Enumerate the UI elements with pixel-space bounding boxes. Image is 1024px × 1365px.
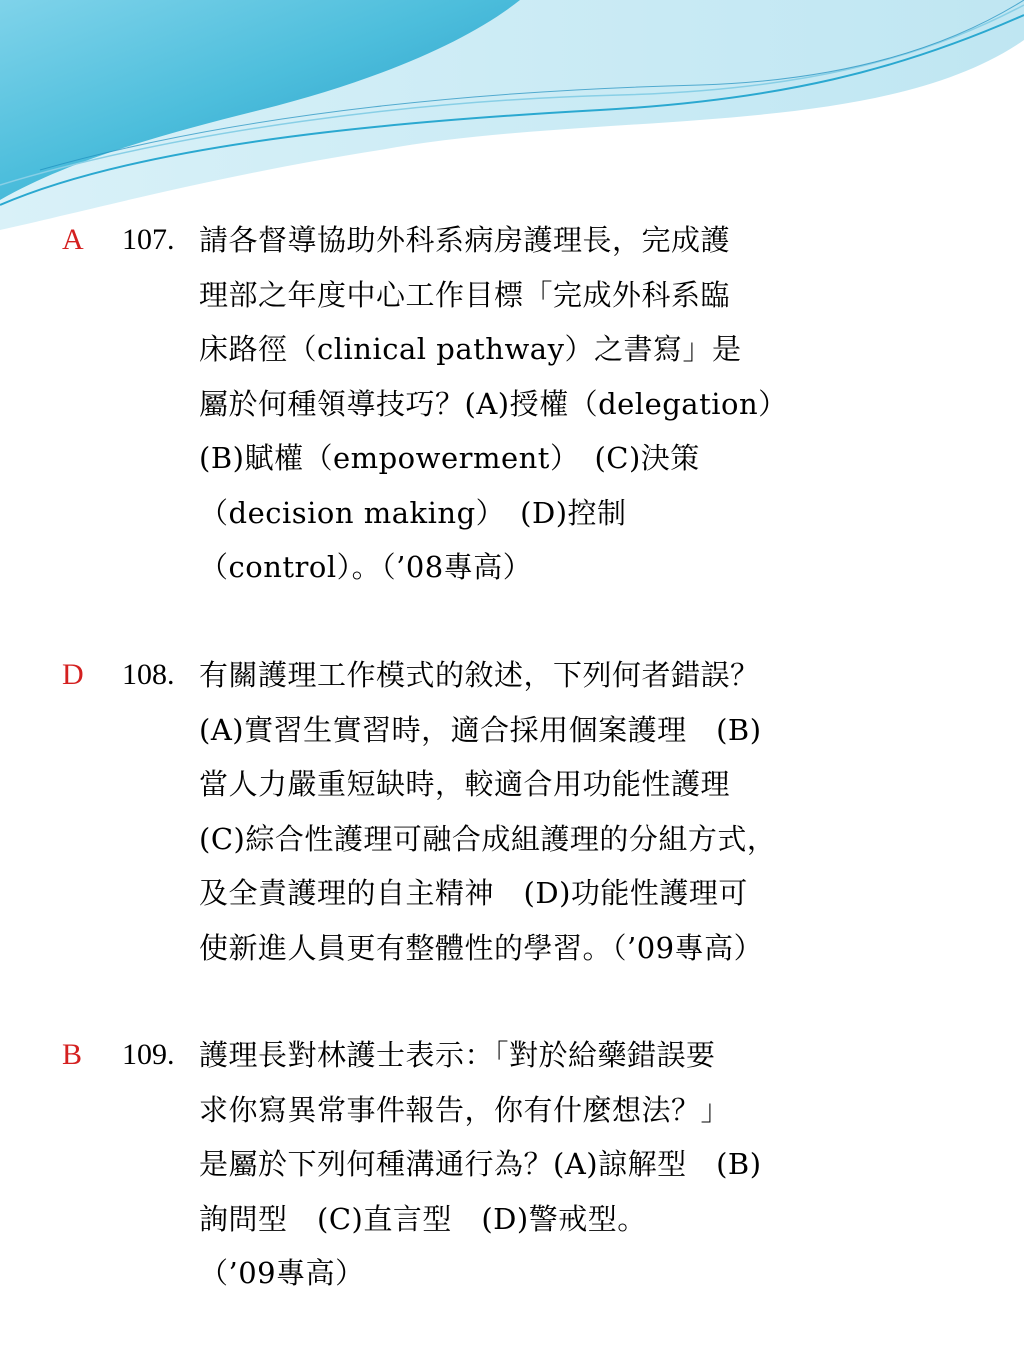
question-line: 詢問型 (C)直言型 (D)警戒型。 — [199, 1201, 647, 1236]
question-line: 理部之年度中心工作目標「完成外科系臨 — [199, 277, 731, 312]
question-number: 107. — [122, 223, 175, 256]
question-number: 108. — [122, 658, 175, 691]
question-line: 及全責護理的自主精神 (D)功能性護理可 — [199, 876, 748, 910]
question-text — [199, 213, 999, 595]
question-line: (A)實習生實習時，適合採用個案護理 (B) — [199, 712, 762, 747]
question-line: 求你寫異常事件報告，你有什麼想法？」 — [199, 1092, 731, 1127]
question-number: 109. — [122, 1038, 175, 1071]
question-line: (C)綜合性護理可融合成組護理的分組方式， — [199, 821, 777, 856]
question-line: 護理長對林護士表示：「對於給藥錯誤要 — [199, 1038, 716, 1072]
question-line: 當人力嚴重短缺時，較適合用功能性護理 — [199, 767, 731, 801]
question-line: 請各督導協助外科系病房護理長，完成護 — [199, 223, 731, 257]
answer-key: A — [62, 223, 84, 256]
question-text — [199, 648, 999, 975]
question-line: （’09專高） — [199, 1256, 365, 1290]
answer-key: D — [62, 658, 84, 691]
question-line: （decision making） (D)控制 — [199, 495, 627, 530]
question-text — [199, 1028, 999, 1301]
question-line: （control）。（’08專高） — [199, 550, 533, 584]
question-line: 屬於何種領導技巧？(A)授權（delegation） — [199, 386, 788, 421]
question-line: 使新進人員更有整體性的學習。（’09專高） — [199, 930, 764, 965]
question-line: 床路徑（clinical pathway）之書寫」是 — [199, 332, 742, 366]
question-line: (B)賦權（empowerment） (C)決策 — [199, 441, 700, 475]
question-line: 有關護理工作模式的敘述，下列何者錯誤？ — [199, 658, 760, 692]
question-line: 是屬於下列何種溝通行為？(A)諒解型 (B) — [199, 1147, 762, 1181]
answer-key: B — [62, 1038, 83, 1071]
